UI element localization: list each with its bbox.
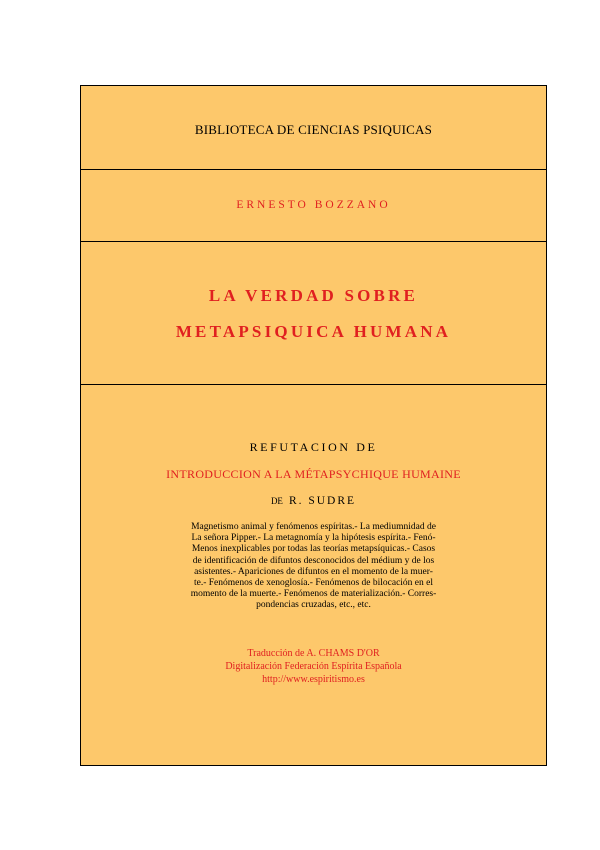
refuted-work-title: INTRODUCCION A LA MÉTAPSYCHIQUE HUMAINE (166, 467, 461, 481)
series-title: BIBLIOTECA DE CIENCIAS PSIQUICAS (194, 122, 433, 137)
refuted-author-name: R. SUDRE (288, 495, 357, 507)
author-prefix: DE (270, 496, 283, 506)
book-title-line-1: LA VERDAD SOBRE (208, 286, 419, 305)
summary-line: Magnetismo animal y fenómenos espíritas.- La mediumnidad de (191, 522, 436, 532)
refuted-work-author (81, 495, 546, 507)
summary-line: asistentes.- Apariciones de difuntos en el momento de la muer- (194, 566, 433, 577)
summary-line: La señora Pipper.- La metagnomía y la hipótesis espírita.- Fenó- (191, 533, 436, 544)
author-band (81, 170, 546, 242)
website-link[interactable]: http://www.espiritismo.es (262, 674, 365, 685)
digitization-credit: Digitalización Federación Espírita Española (225, 661, 402, 672)
author-name: ERNESTO BOZZANO (236, 199, 391, 211)
refutation-heading: REFUTACION DE (249, 440, 378, 454)
translation-credit: Traducción de A. CHAMS D'OR (247, 648, 380, 659)
description-band (81, 385, 546, 765)
summary-line: Menos inexplicables por todas las teorías metapsíquicas.- Casos (191, 544, 436, 555)
series-band (81, 86, 546, 170)
summary-line: de identificación de difuntos desconocidos del médium y de los (192, 555, 435, 566)
title-band (81, 242, 546, 385)
contents-summary (166, 522, 461, 612)
summary-line: momento de la muerte.- Fenómenos de materialización.- Corres- (190, 589, 437, 600)
summary-line: te.- Fenómenos de xenoglosía.- Fenómenos de bilocación en el (193, 578, 434, 589)
credits (81, 647, 546, 686)
book-cover (80, 85, 547, 766)
summary-line: pondencias cruzadas, etc., etc. (256, 600, 371, 611)
book-title-line-2: METAPSIQUICA HUMANA (175, 322, 452, 341)
